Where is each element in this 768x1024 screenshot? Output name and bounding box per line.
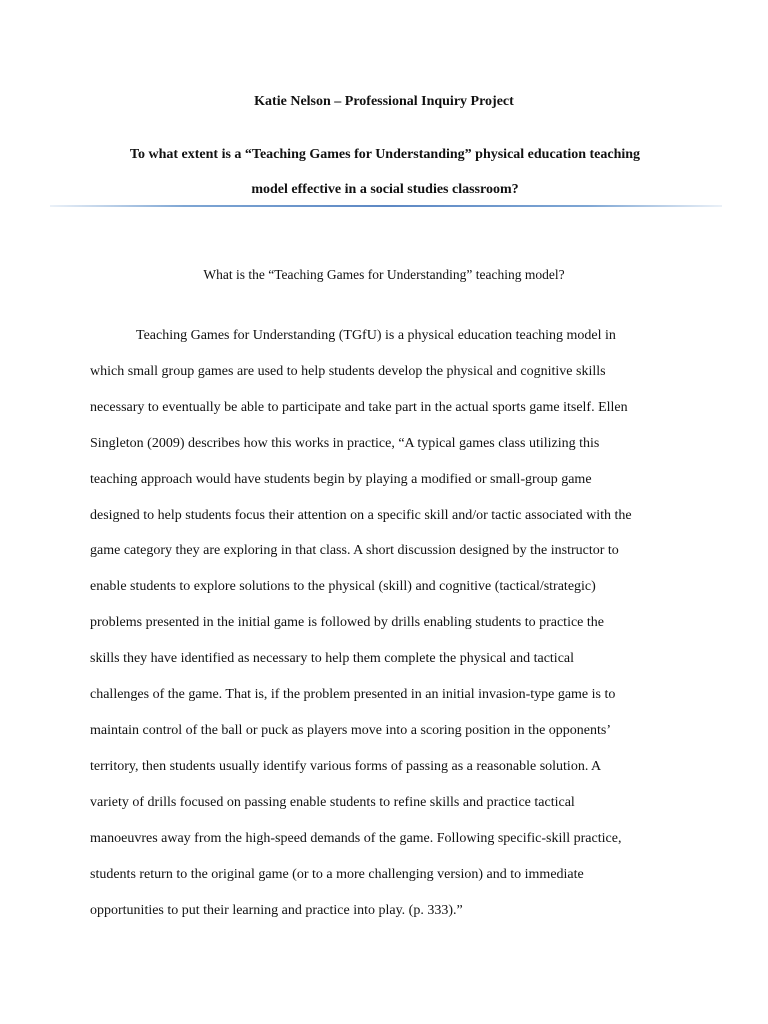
paragraph-line: opportunities to put their learning and practice into play. (p. 333).” (90, 902, 463, 918)
paragraph-line: enable students to explore solutions to the physical (skill) and cognitive (tactical/strategic) (90, 579, 596, 595)
paragraph-line: designed to help students focus their attention on a specific skill and/or tactic associated with the (90, 507, 632, 523)
header-divider (50, 205, 722, 207)
paragraph-line: which small group games are used to help students develop the physical and cognitive skills (90, 363, 606, 379)
paragraph-line: maintain control of the ball or puck as players move into a scoring position in the opponents’ (90, 722, 612, 738)
section-heading: What is the “Teaching Games for Understanding” teaching model? (203, 267, 565, 282)
paragraph-line: game category they are exploring in that class. A short discussion designed by the instructor to (90, 543, 619, 559)
paragraph-line: teaching approach would have students begin by playing a modified or small-group game (90, 471, 592, 487)
paragraph-line: Teaching Games for Understanding (TGfU) is a physical education teaching model in (136, 328, 616, 343)
paragraph-line: necessary to eventually be able to participate and take part in the actual sports game itself. Ellen (90, 399, 628, 415)
body-paragraph (90, 318, 686, 928)
paragraph-line: skills they have identified as necessary to help them complete the physical and tactical (90, 651, 575, 667)
paragraph-line: students return to the original game (or to a more challenging version) and to immediate (90, 866, 584, 882)
research-question-line: To what extent is a “Teaching Games for Understanding” physical education teaching (129, 147, 641, 162)
research-question-line: model effective in a social studies classroom? (251, 182, 519, 197)
paragraph-line: challenges of the game. That is, if the problem presented in an initial invasion-type game is to (90, 687, 616, 703)
document-title: Katie Nelson – Professional Inquiry Project (254, 94, 514, 109)
research-question (90, 137, 680, 207)
paragraph-line: problems presented in the initial game is followed by drills enabling students to practice the (90, 615, 604, 631)
paragraph-line: Singleton (2009) describes how this works in practice, “A typical games class utilizing this (90, 435, 600, 451)
paragraph-line: variety of drills focused on passing enable students to refine skills and practice tactical (90, 794, 575, 810)
paragraph-line: manoeuvres away from the high-speed demands of the game. Following specific-skill practice, (90, 830, 622, 846)
paragraph-line: territory, then students usually identify various forms of passing as a reasonable solution. A (90, 758, 602, 774)
